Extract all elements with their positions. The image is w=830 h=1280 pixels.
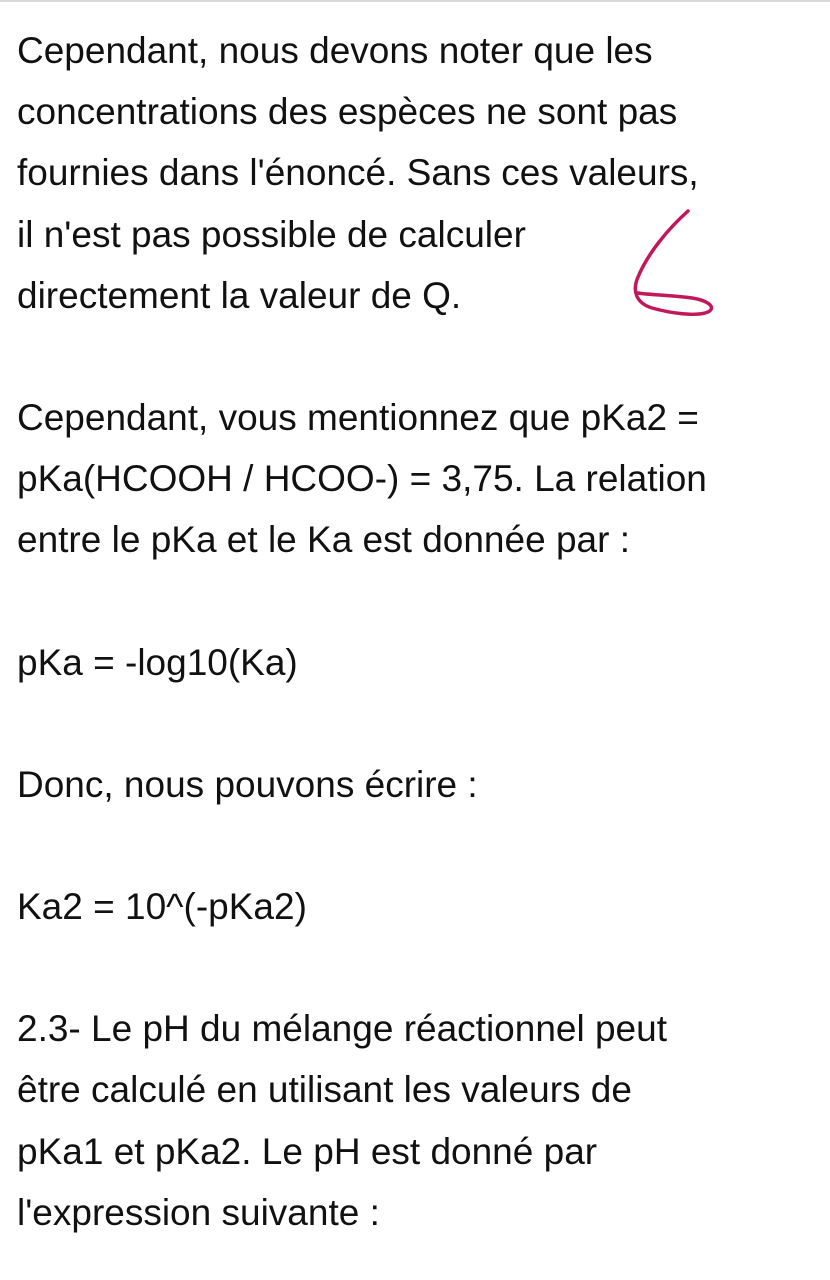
paragraph-pka-relation: Cependant, vous mentionnez que pKa2 = pKa(HCOOH / HCOO-) = 3,75. La relation entre le pKa et le Ka est donnée par : xyxy=(17,397,707,561)
top-divider xyxy=(0,0,830,2)
paragraph-ph-section: 2.3- Le pH du mélange réactionnel peut être calculé en utilisant les valeurs de pKa1 et pKa2. Le pH est donné par l'expression suivante : xyxy=(17,1008,667,1233)
formula-pka: pKa = -log10(Ka) xyxy=(17,641,298,683)
document-body xyxy=(17,20,817,1243)
paragraph-concentrations: Cependant, nous devons noter que les concentrations des espèces ne sont pas fournies dans l'énoncé. Sans ces valeurs, il n'est pas possible de calculer directement la valeur de Q. xyxy=(17,30,699,316)
paragraph-donc: Donc, nous pouvons écrire : xyxy=(17,763,478,805)
handwritten-mark-annotation xyxy=(630,205,720,330)
formula-ka2: Ka2 = 10^(-pKa2) xyxy=(17,886,307,928)
